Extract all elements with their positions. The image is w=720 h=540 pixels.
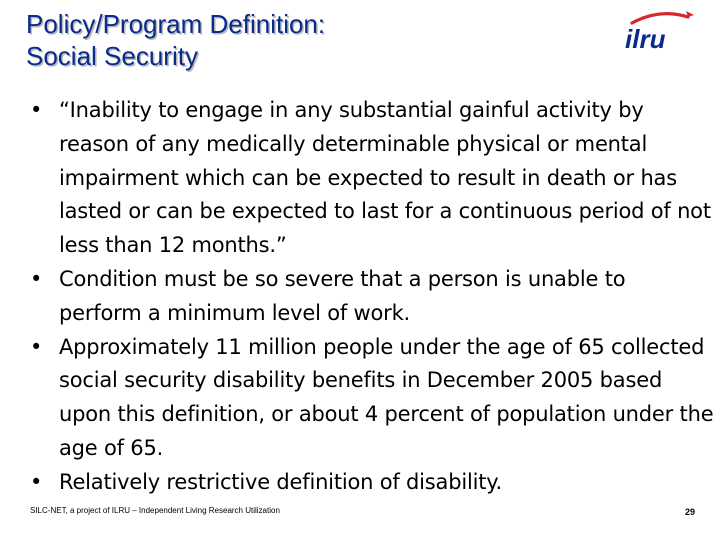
slide-title-line-2: Social Security — [26, 41, 198, 71]
bullet-item-4 — [30, 466, 714, 500]
slide-title — [26, 8, 586, 72]
bullet-marker: • — [30, 98, 43, 122]
slide-title-line-1: Policy/Program Definition: — [26, 9, 326, 39]
ilru-logo — [618, 10, 698, 50]
ilru-logo-icon — [618, 10, 698, 50]
bullet-marker: • — [30, 334, 43, 359]
footer-credit: SILC-NET, a project of ILRU – Independent Living Research Utilization — [30, 506, 280, 515]
bullet-item-2 — [30, 263, 714, 331]
bullet-text-3: Approximately 11 million people under the age of 65 collected social security disability benefits in December 2005 based upon this definition, or about 4 percent of population under the age of 65. — [59, 334, 714, 460]
bullet-item-3 — [30, 331, 714, 466]
page-number: 29 — [684, 507, 695, 517]
bullet-text-2: Condition must be so severe that a person is unable to perform a minimum level of work. — [59, 266, 626, 325]
bullet-list — [30, 94, 714, 500]
bullet-marker: • — [30, 266, 43, 291]
logo-wordmark: ilru — [625, 24, 666, 50]
bullet-text-1: “Inability to engage in any substantial gainful activity by reason of any medically determinable physical or mental impairment which can be expected to result in death or has lasted or can be expected to last for a continuous period of not less than 12 months.” — [59, 98, 711, 258]
bullet-text-4: Relatively restrictive definition of disability. — [59, 469, 502, 494]
logo-swoosh — [632, 14, 688, 23]
bullet-marker: • — [30, 469, 43, 494]
bullet-item-1 — [30, 94, 714, 263]
